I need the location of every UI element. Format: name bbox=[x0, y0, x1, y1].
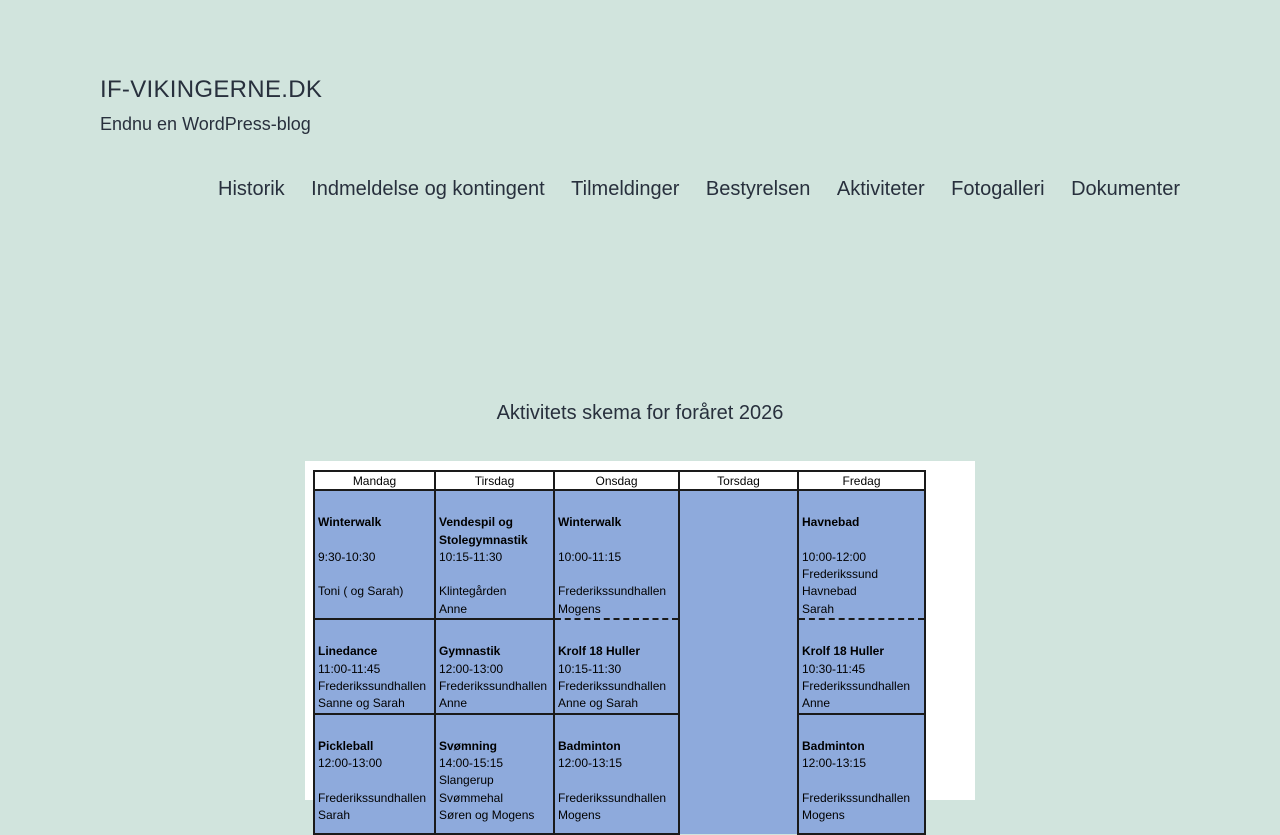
schedule-cell bbox=[314, 490, 435, 619]
schedule-cell bbox=[435, 714, 554, 834]
activity-details: 11:00-11:45 Frederikssundhallen Sanne og Sarah bbox=[318, 661, 427, 711]
schedule-row bbox=[314, 619, 925, 713]
site-tagline: Endnu en WordPress-blog bbox=[100, 114, 311, 134]
schedule-cell bbox=[435, 619, 554, 713]
activity-details: 10:15-11:30 Klintegården Anne bbox=[439, 549, 507, 616]
schedule-cell bbox=[798, 490, 925, 619]
activity-details: 10:15-11:30 Frederikssundhallen Anne og Sarah bbox=[558, 661, 667, 711]
activity-name: Winterwalk bbox=[558, 515, 622, 530]
schedule-cell bbox=[798, 714, 925, 834]
nav-item-indmeldelse[interactable]: Indmeldelse og kontingent bbox=[311, 178, 545, 200]
activity-details: 10:00-11:15 Frederikssundhallen Mogens bbox=[558, 549, 667, 616]
day-header: Onsdag bbox=[554, 471, 679, 490]
page-title: Aktivitets skema for foråret 2026 bbox=[496, 402, 784, 424]
schedule-cell bbox=[435, 490, 554, 619]
nav-item-tilmeldinger[interactable]: Tilmeldinger bbox=[571, 178, 680, 200]
nav-item-aktiviteter[interactable]: Aktiviteter bbox=[836, 178, 925, 200]
schedule-cell bbox=[314, 619, 435, 713]
activity-name: Winterwalk bbox=[318, 515, 382, 530]
schedule-row bbox=[314, 490, 925, 619]
activity-details: 12:00-13:15 Frederikssundhallen Mogens bbox=[558, 756, 667, 823]
schedule-row bbox=[314, 714, 925, 834]
activity-name: Havnebad bbox=[802, 515, 860, 530]
primary-navigation bbox=[192, 178, 1181, 201]
activity-details: 12:00-13:00 Frederikssundhallen Anne bbox=[439, 661, 548, 711]
activity-name: Linedance bbox=[318, 644, 378, 659]
activity-details: 12:00-13:00 Frederikssundhallen Sarah bbox=[318, 756, 427, 823]
day-header: Mandag bbox=[314, 471, 435, 490]
activity-details: 9:30-10:30 Toni ( og Sarah) bbox=[318, 549, 404, 599]
day-header: Tirsdag bbox=[435, 471, 554, 490]
day-header: Torsdag bbox=[679, 471, 798, 490]
schedule-cell bbox=[314, 714, 435, 834]
day-header: Fredag bbox=[798, 471, 925, 490]
activity-details: 10:30-11:45 Frederikssundhallen Anne bbox=[802, 661, 911, 711]
activity-details: 10:00-12:00 Frederikssund Havnebad Sarah bbox=[802, 549, 879, 616]
site-title[interactable]: IF-VIKINGERNE.DK bbox=[100, 76, 323, 103]
nav-item-bestyrelsen[interactable]: Bestyrelsen bbox=[705, 178, 811, 200]
schedule-cell bbox=[798, 619, 925, 713]
schedule-cell bbox=[554, 490, 679, 619]
nav-item-dokumenter[interactable]: Dokumenter bbox=[1071, 178, 1180, 200]
activity-name: Krolf 18 Huller bbox=[802, 644, 885, 659]
activity-details: 12:00-13:15 Frederikssundhallen Mogens bbox=[802, 756, 911, 823]
activity-name: Gymnastik bbox=[439, 644, 501, 659]
schedule-image bbox=[305, 461, 975, 823]
schedule-cell bbox=[554, 619, 679, 713]
activity-name: Pickleball bbox=[318, 738, 374, 753]
activity-name: Badminton bbox=[802, 738, 865, 753]
activity-name: Vendespil og Stolegymnastik bbox=[439, 515, 528, 547]
activity-details: 14:00-15:15 Slangerup Svømmehal Søren og Mogens bbox=[439, 756, 535, 823]
activity-name: Badminton bbox=[558, 738, 621, 753]
schedule-cell-empty bbox=[679, 490, 798, 834]
activity-name: Svømning bbox=[439, 738, 498, 753]
nav-item-historik[interactable]: Historik bbox=[218, 178, 285, 200]
activity-name: Krolf 18 Huller bbox=[558, 644, 641, 659]
nav-item-fotogalleri[interactable]: Fotogalleri bbox=[951, 178, 1045, 200]
schedule-cell bbox=[554, 714, 679, 834]
schedule-header-row bbox=[314, 471, 925, 490]
schedule-table bbox=[313, 470, 926, 835]
